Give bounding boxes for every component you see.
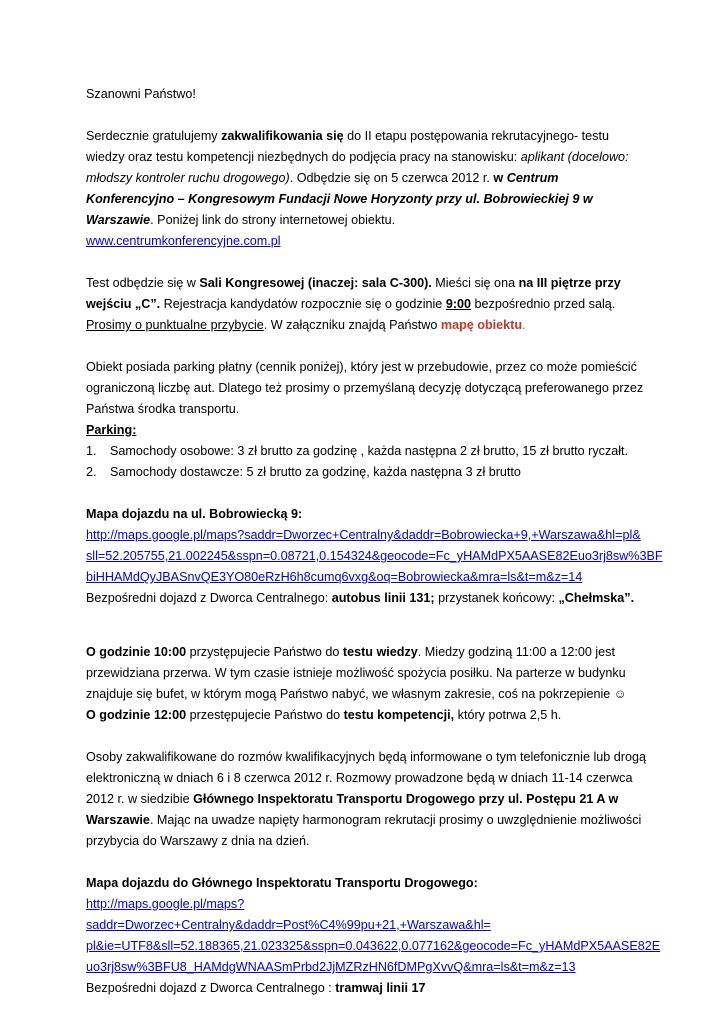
position-name: aplikant (docelowo: młodszy kontroler ruchu drogowego) xyxy=(86,150,629,185)
text: . Miedzy godziną 11:00 a 12:00 jest przewidziana przerwa. W tym czasie istnieje możliwość spożycia posiłku. Na parterze w budynku znajduje się bufet, w którym mogą Państwo nabyć, we własnym zakresie, coś na pokrzepienie ☺ xyxy=(86,645,627,701)
map1-directions xyxy=(86,588,646,609)
competence-test: testu kompetencji, xyxy=(343,708,455,722)
list-text: Samochody dostawcze: 5 zł brutto za godzinę, każda następna 3 zł brutto xyxy=(110,465,521,479)
list-item xyxy=(86,441,646,462)
bus-stop: „Chełmska”. xyxy=(558,591,635,605)
room-name: Sali Kongresowej (inaczej: sala C-300). xyxy=(199,276,432,290)
parking-paragraph: Obiekt posiada parking płatny (cennik poniżej), który jest w przebudowie, przez co może pomieścić ograniczoną liczbę aut. Dlatego też prosimy o przemyślaną decyzję dotyczącą preferowanego przez Państwa środka transportu. xyxy=(86,360,644,416)
text: Mieści się ona xyxy=(431,276,519,290)
start-time: O godzinie 10:00 xyxy=(86,645,187,659)
map1-link[interactable] xyxy=(86,525,663,588)
list-number: 2. xyxy=(86,465,97,479)
interviews-paragraph xyxy=(86,747,646,852)
text: w xyxy=(493,171,507,185)
map1-url-line[interactable]: sll=52.205755,21.002245&sspn=0.08721,0.154324&geocode=Fc_yHAMdPX5AASE82Euo3rj8sw%3BF xyxy=(86,549,663,563)
map2-link[interactable] xyxy=(86,894,661,978)
text: Serdecznie gratulujemy xyxy=(86,129,222,143)
list-item xyxy=(86,462,646,483)
parking-price-list xyxy=(86,441,646,483)
venue-map-reference: mapę obiektu xyxy=(440,318,523,332)
text: . Mając na uwadze napięty harmonogram rekrutacji prosimy o uwzględnienie możliwości przybycia do Warszawy z dnia na dzień. xyxy=(86,813,642,848)
knowledge-test: testu wiedzy xyxy=(342,645,418,659)
greeting: Szanowni Państwo! xyxy=(86,87,196,101)
list-number: 1. xyxy=(86,444,97,458)
test-location-paragraph xyxy=(86,273,646,336)
map2-url-line[interactable]: uo3rj8sw%3BFU8_HAMdgWNAASmPrbd2JjMZRzHN6fDMPgXvvQ&mra=ls&t=m&z=13 xyxy=(86,960,576,974)
punctuality-request: Prosimy o punktualne przybycie xyxy=(86,318,264,332)
text: . Odbędzie się on 5 czerwca 2012 r. xyxy=(289,171,494,185)
qualification-emphasis: zakwalifikowania się xyxy=(221,129,344,143)
map2-heading: Mapa dojazdu do Głównego Inspektoratu Transportu Drogowego: xyxy=(86,876,478,890)
text: Test odbędzie się w xyxy=(86,276,200,290)
text: przystanek końcowy: xyxy=(434,591,559,605)
letter xyxy=(86,84,663,999)
map1-url-line[interactable]: biHHAMdQyJBASnvQE3YO80eRzH6h8cumq6vxg&oq=Bobrowiecka&mra=ls&t=m&z=14 xyxy=(86,570,583,584)
map1-heading: Mapa dojazdu na ul. Bobrowiecką 9: xyxy=(86,507,303,521)
second-time: O godzinie 12:00 xyxy=(86,708,187,722)
text: bezpośrednio przed salą. xyxy=(471,297,616,311)
venue-name: Centrum Konferencyjno – Kongresowym Fundacji Nowe Horyzonty przy ul. Bobrowieckiej 9 w Warszawie xyxy=(86,171,593,227)
bus-line: autobus linii 131; xyxy=(331,591,435,605)
map2-url-line[interactable]: pl&ie=UTF8&sll=52.188365,21.023325&sspn=0.043622,0.077162&geocode=Fc_yHAMdPX5AASE82E xyxy=(86,939,661,953)
text: przestępujecie Państwo do xyxy=(186,708,344,722)
congratulations-paragraph xyxy=(86,126,646,252)
map1-url-line[interactable]: http://maps.google.pl/maps?saddr=Dworzec+Centralny&daddr=Bobrowiecka+9,+Warszawa&hl=pl& xyxy=(86,528,641,542)
text: Rejestracja kandydatów rozpocznie się o godzinie xyxy=(160,297,446,311)
registration-time: 9:00 xyxy=(445,297,472,311)
schedule-paragraph xyxy=(86,642,646,726)
floor-entrance: na III piętrze przy wejściu „C”. xyxy=(86,276,621,311)
text: Bezpośredni dojazd z Dworca Centralnego: xyxy=(86,591,332,605)
text: . W załączniku znajdą Państwo xyxy=(263,318,441,332)
text: Osoby zakwalifikowane do rozmów kwalifikacyjnych będą informowane o tym telefonicznie lub drogą elektroniczną w dniach 6 i 8 czerwca 2012 r. Rozmowy prowadzone będą w dniach 11-14 czerwca 2012 r. w siedzibie xyxy=(86,750,646,806)
map2-directions xyxy=(86,978,646,999)
tram-line: tramwaj linii 17 xyxy=(335,981,426,995)
text: przystępujecie Państwo do xyxy=(186,645,343,659)
text: Bezpośredni dojazd z Dworca Centralnego : xyxy=(86,981,336,995)
text: . Poniżej link do strony internetowej obiektu. xyxy=(150,213,396,227)
list-text: Samochody osobowe: 3 zł brutto za godzinę , każda następna 2 zł brutto, 15 zł brutto ryczałt. xyxy=(110,444,629,458)
gitd-address: Głównego Inspektoratu Transportu Drogowego przy ul. Postępu 21 A w Warszawie xyxy=(86,792,619,827)
map2-url-line[interactable]: http://maps.google.pl/maps?saddr=Dworzec+Centralny&daddr=Post%C4%99pu+21,+Warszawa&hl= xyxy=(86,897,491,932)
venue-website-link[interactable]: www.centrumkonferencyjne.com.pl xyxy=(86,234,281,248)
text: który potrwa 2,5 h. xyxy=(454,708,562,722)
text: . xyxy=(522,318,526,332)
parking-heading: Parking: xyxy=(86,423,137,437)
text: do II etapu postępowania rekrutacyjnego- testu wiedzy oraz testu kompetencji niezbędnych do podjęcia pracy na stanowisku: xyxy=(86,129,609,164)
